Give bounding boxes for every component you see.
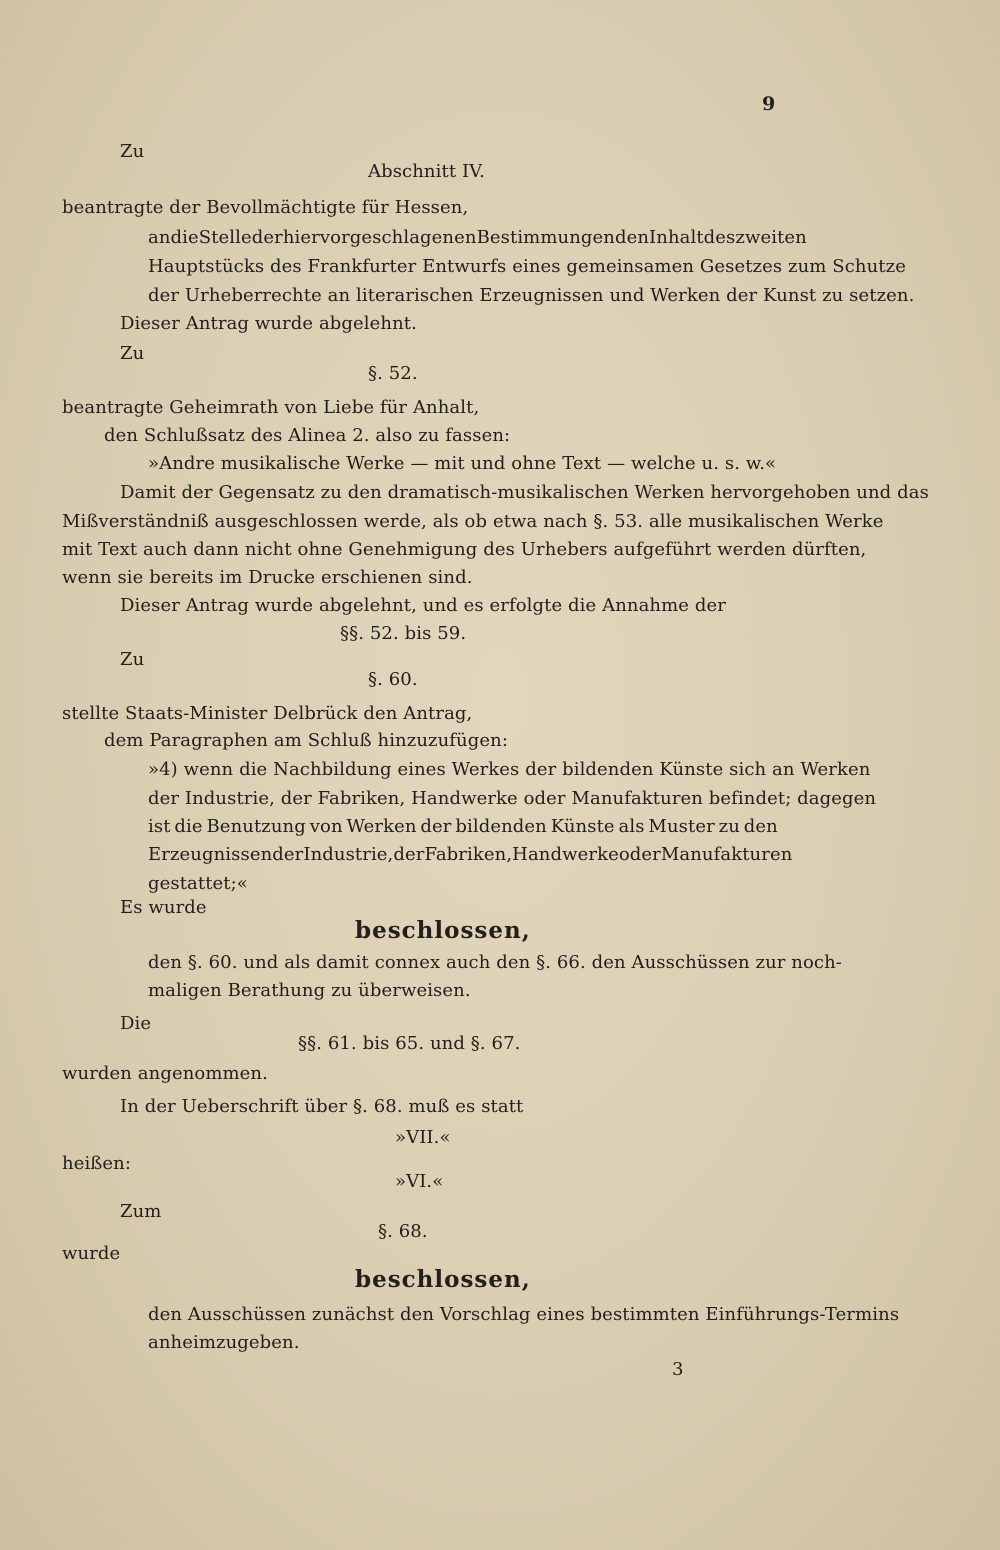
text-line-41: wurde — [62, 1243, 121, 1264]
resolution-heading-2: beschlossen, — [355, 1266, 531, 1293]
text-line-17: Dieser Antrag wurde abgelehnt, und es erfolgte die Annahme der — [120, 595, 726, 616]
quote-vii: »VII.« — [395, 1127, 451, 1148]
text-line-32: Die — [120, 1013, 152, 1034]
text-line-30: den §. 60. und als damit connex auch den §. 66. den Ausschüssen zur noch- — [148, 952, 842, 973]
text-line-26: Erzeugnissen der Industrie, der Fabriken, Handwerke oder Manufakturen — [148, 844, 793, 865]
text-line-01: Zu — [120, 141, 145, 162]
text-line-44: anheimzugeben. — [148, 1332, 300, 1353]
quote-vi: »VI.« — [395, 1171, 444, 1192]
text-line-24: der Industrie, der Fabriken, Handwerke oder Manufakturen befindet; dagegen — [148, 788, 877, 809]
text-line-15: mit Text auch dann nicht ohne Genehmigung des Urhebers aufgeführt werden dürften, — [62, 539, 867, 560]
text-line-04: an die Stelle der hier vorgeschlagenen Bestimmungen den Inhalt des zweiten — [148, 227, 807, 248]
text-line-23: »4) wenn die Nachbildung eines Werkes der bildenden Künste sich an Werken — [148, 759, 871, 780]
text-line-39: Zum — [120, 1201, 162, 1222]
text-line-10: beantragte Geheimrath von Liebe für Anhalt, — [62, 397, 480, 418]
text-line-05: Hauptstücks des Frankfurter Entwurfs eines gemeinsamen Gesetzes zum Schutze — [148, 256, 906, 277]
page-number: 9 — [762, 93, 776, 115]
text-line-03: beantragte der Bevollmächtigte für Hessen, — [62, 197, 469, 218]
paragraph-ref-52-59: §§. 52. bis 59. — [340, 623, 467, 644]
text-line-22: dem Paragraphen am Schluß hinzuzufügen: — [104, 730, 508, 751]
paragraph-ref-68: §. 68. — [378, 1221, 428, 1242]
text-line-07: Dieser Antrag wurde abgelehnt. — [120, 313, 417, 334]
paragraph-ref-60: §. 60. — [368, 669, 418, 690]
text-line-21: stellte Staats-Minister Delbrück den Antrag, — [62, 703, 473, 724]
signature-mark: 3 — [672, 1359, 684, 1380]
text-line-12: »Andre musikalische Werke — mit und ohne Text — welche u. s. w.« — [148, 453, 777, 474]
text-line-31: maligen Berathung zu überweisen. — [148, 980, 471, 1001]
section-heading: Abschnitt IV. — [368, 161, 485, 182]
text-line-43: den Ausschüssen zunächst den Vorschlag eines bestimmten Einführungs-Termins — [148, 1304, 900, 1325]
text-line-19: Zu — [120, 649, 145, 670]
text-line-28: Es wurde — [120, 897, 207, 918]
text-line-06: der Urheberrechte an literarischen Erzeugnissen und Werken der Kunst zu setzen. — [148, 285, 915, 306]
text-line-27: gestattet;« — [148, 873, 248, 894]
text-line-11: den Schlußsatz des Alinea 2. also zu fassen: — [104, 425, 511, 446]
text-line-08: Zu — [120, 343, 145, 364]
text-line-34: wurden angenommen. — [62, 1063, 268, 1084]
text-line-37: heißen: — [62, 1153, 132, 1174]
text-line-16: wenn sie bereits im Drucke erschienen sind. — [62, 567, 473, 588]
text-line-13: Damit der Gegensatz zu den dramatisch-musikalischen Werken hervorgehoben und das — [120, 482, 929, 503]
paragraph-ref-61-67: §§. 61. bis 65. und §. 67. — [298, 1033, 521, 1054]
text-line-14: Mißverständniß ausgeschlossen werde, als ob etwa nach §. 53. alle musikalischen Werke — [62, 511, 884, 532]
resolution-heading-1: beschlossen, — [355, 917, 531, 944]
text-line-35: In der Ueberschrift über §. 68. muß es statt — [120, 1096, 524, 1117]
text-line-25: ist die Benutzung von Werken der bildenden Künste als Muster zu den — [148, 816, 778, 837]
paragraph-ref-52: §. 52. — [368, 363, 418, 384]
